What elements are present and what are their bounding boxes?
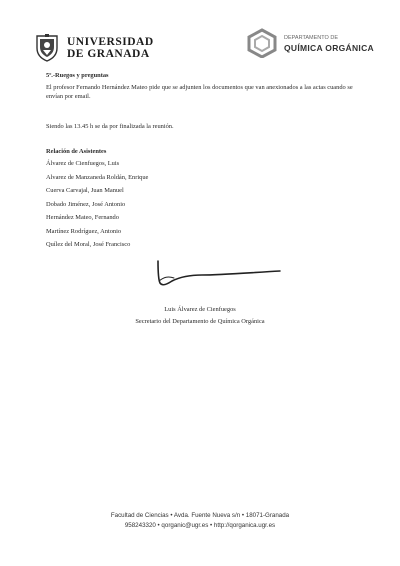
list-item: Alvarez de Manzaneda Roldán, Enrique	[46, 173, 149, 181]
university-name-line1: UNIVERSIDAD	[67, 36, 154, 48]
handwritten-signature	[150, 255, 285, 295]
university-name-line2: DE GRANADA	[67, 48, 150, 60]
department-logo	[244, 28, 374, 58]
university-name	[67, 36, 154, 60]
department-name	[284, 33, 374, 53]
university-seal-icon	[34, 34, 60, 62]
list-item: Quílez del Moral, José Francisco	[46, 241, 131, 248]
department-name-big: QUÍMICA ORGÁNICA	[284, 43, 374, 53]
footer-address: Facultad de Ciencias • Avda. Fuente Nueva s/n • 18071-Granada	[110, 512, 290, 519]
list-item: Cuerva Carvajal, Juan Manuel	[46, 187, 124, 194]
attendees-heading: Relación de Asistentes	[46, 148, 107, 155]
paragraph-closing: Siendo las 13.45 h se da por finalizada la reunión.	[46, 123, 174, 130]
list-item: Dobado Jiménez, José Antonio	[46, 200, 126, 208]
list-item: Álvarez de Cienfuegos, Luis	[46, 160, 120, 167]
list-item: Hernández Mateo, Fernando	[46, 214, 119, 221]
paragraph-request: El profesor Fernando Hernández Mateo pide que se adjunten los documentos que van anexionados a las actas cuando se envían por email.	[46, 84, 353, 100]
department-name-small: DEPARTAMENTO DE	[284, 35, 338, 41]
signatory-name: Luis Álvarez de Cienfuegos	[164, 306, 236, 313]
university-logo	[34, 34, 154, 62]
hexagon-logo-icon	[244, 28, 280, 58]
section-heading: 5º.-Ruegos y preguntas	[46, 72, 109, 79]
attendees-list	[46, 160, 148, 255]
signatory-title: Secretario del Departamento de Química Orgánica	[135, 318, 265, 325]
list-item: Martínez Rodríguez, Antonio	[46, 227, 122, 235]
footer-contact: 958243320 • qorganic@ugr.es • http://qorganica.ugr.es	[124, 522, 276, 529]
